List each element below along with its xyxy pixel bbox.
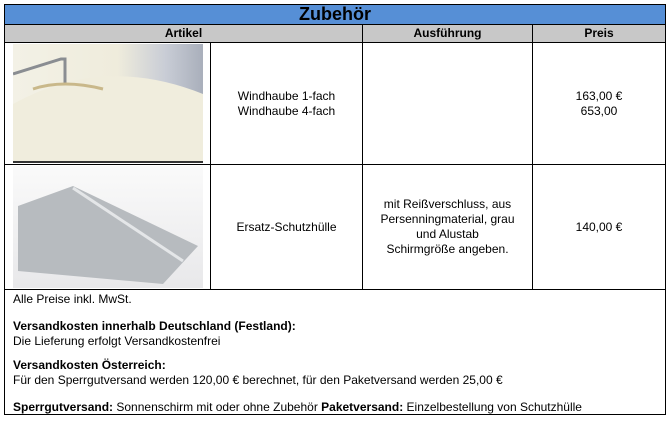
cover-image — [13, 166, 203, 288]
de-text: Die Lieferung erfolgt Versandkostenfrei — [13, 334, 221, 348]
at-text: Für den Sperrgutversand werden 120,00 € berechnet, für den Paketversand werden 25,00 € — [13, 373, 503, 387]
article-name: Windhaube 4-fach — [237, 103, 336, 118]
price: 140,00 € — [575, 219, 623, 234]
table-title: Zubehör — [4, 4, 666, 25]
ausfuehrung-line: Persenningmaterial, grau — [380, 212, 515, 226]
paket-label: Paketversand: — [321, 400, 404, 414]
umbrella-illustration — [13, 44, 203, 163]
at-heading: Versandkosten Österreich: — [13, 358, 166, 372]
ausfuehrung-line: und Alustab — [416, 227, 479, 241]
header-artikel: Artikel — [4, 24, 363, 43]
header-ausfuehrung: Ausführung — [362, 24, 533, 43]
price: 653,00 — [580, 103, 618, 118]
article-name: Ersatz-Schutzhülle — [236, 219, 337, 234]
shipping-info — [4, 289, 666, 415]
article-name-cell — [210, 42, 363, 165]
article-name-cell — [210, 164, 363, 290]
de-heading: Versandkosten innerhalb Deutschland (Festland): — [13, 319, 296, 333]
ausfuehrung-line: Schirmgröße angeben. — [386, 242, 509, 256]
article-name: Windhaube 1-fach — [237, 88, 336, 103]
price-cell — [532, 164, 666, 290]
ausfuehrung-line: mit Reißverschluss, aus — [383, 197, 512, 211]
header-preis: Preis — [532, 24, 666, 43]
price: 163,00 € — [575, 88, 623, 103]
ausfuehrung-cell — [362, 42, 533, 165]
sperr-text: Sonnenschirm mit oder ohne Zubehör — [113, 400, 322, 414]
ausfuehrung-cell — [362, 164, 533, 290]
umbrella-image — [13, 44, 203, 163]
paket-text: Einzelbestellung von Schutzhülle — [403, 400, 582, 414]
cover-illustration — [13, 166, 203, 288]
vat-note: Alle Preise inkl. MwSt. — [13, 292, 132, 306]
sperr-label: Sperrgutversand: — [13, 400, 114, 414]
price-cell — [532, 42, 666, 165]
